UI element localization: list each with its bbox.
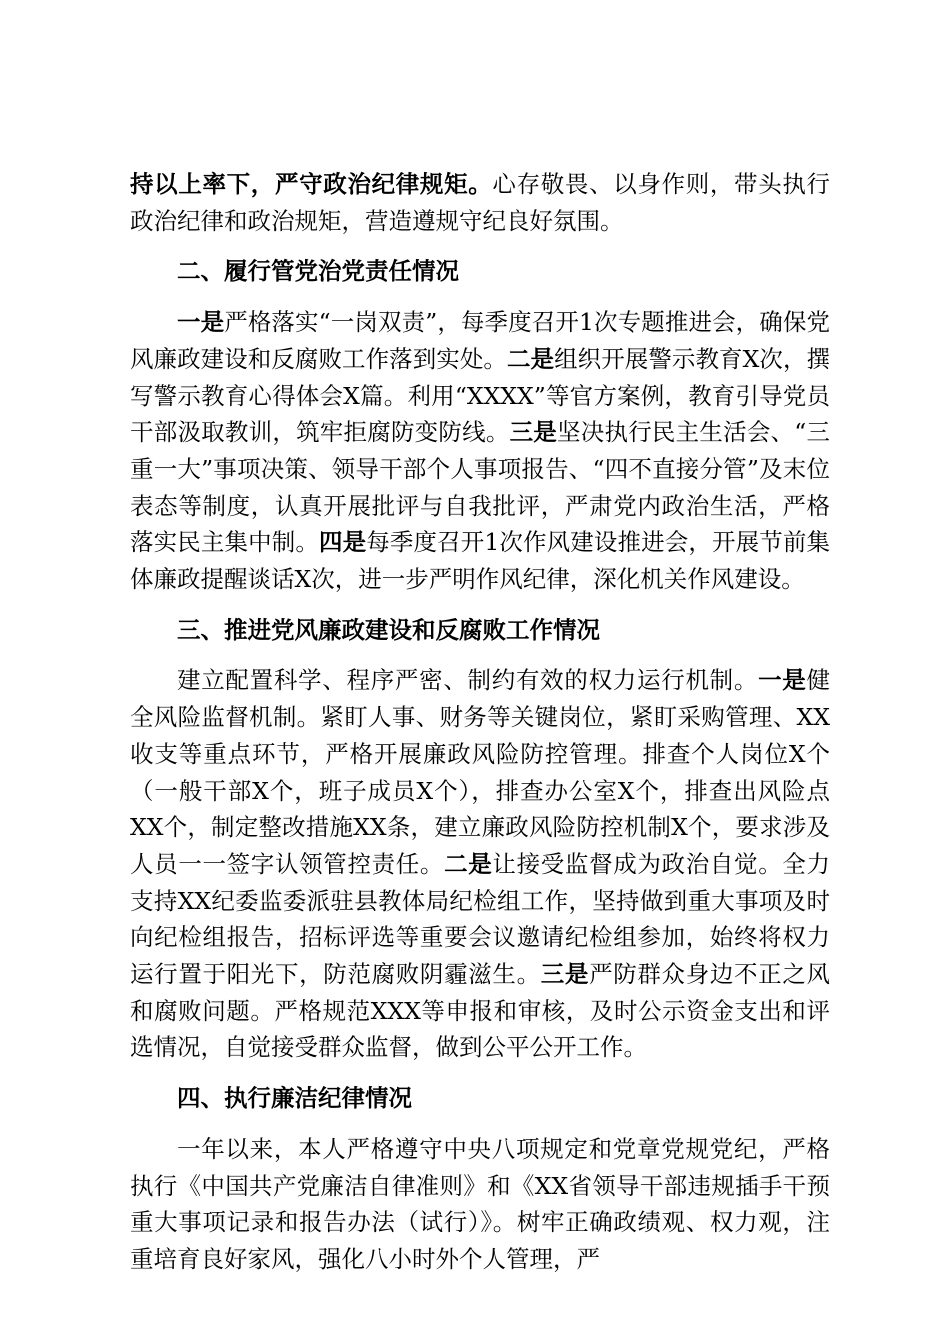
- paragraph-1-text: 心存敬畏、以身作则，带头执行政治纪律和政治规矩，营造遵规守纪良好氛围。: [130, 170, 831, 235]
- paragraph-3-intro: 建立配置科学、程序严密、制约有效的权力运行机制。: [177, 666, 759, 695]
- document-page: [130, 166, 830, 1278]
- paragraph-3-text-3: 严防群众身边不正之风和腐败问题。严格规范XXX等申报和审核，及时公示资金支出和评选情况，自觉接受群众监督，做到公平公开工作。: [130, 960, 831, 1062]
- paragraph-3-marker-1: 一是: [758, 666, 807, 695]
- section-heading-4: 四、执行廉洁纪律情况: [177, 1084, 412, 1113]
- paragraph-3-text-2: 让接受监督成为政治自觉。全力支持XX纪委监委派驻县教体局纪检组工作，坚持做到重大事项及时向纪检组报告，招标评选等重要会议邀请纪检组参加，始终将权力运行置于阳光下，防范腐败阴霾滋生。: [130, 849, 831, 989]
- paragraph-2-text-4: 每季度召开1次作风建设推进会，开展节前集体廉政提醒谈话X次，进一步严明作风纪律，深化机关作风建设。: [130, 528, 831, 594]
- paragraph-2-marker-1: 一是: [177, 308, 225, 337]
- paragraph-2-marker-2: 二是: [506, 344, 555, 373]
- paragraph-1-bold-lead: 持以上率下，严守政治纪律规矩。: [130, 170, 493, 198]
- paragraph-2-marker-3: 三是: [509, 418, 558, 447]
- paragraph-3-marker-2: 二是: [444, 849, 493, 878]
- paragraph-2-text-2: 组织开展警示教育X次，撰写警示教育心得体会X篇。利用“XXXX”等官方案例，教育引导党员干部汲取教训，筑牢拒腐防变防线。: [130, 344, 831, 447]
- paragraph-2-marker-4: 四是: [318, 528, 367, 557]
- paragraph-4: 一年以来，本人严格遵守中央八项规定和党章党规党纪，严格执行《中国共产党廉洁自律准则》和《XX省领导干部违规插手干预重大事项记录和报告办法（试行）》。树牢正确政绩观、权力观，注重培育良好家风，强化八小时外个人管理，严: [130, 1134, 830, 1273]
- paragraph-2-text-3: 坚决执行民主生活会、“三重一大”事项决策、领导干部个人事项报告、“四不直接分管”及末位表态等制度，认真开展批评与自我批评，严肃党内政治生活，严格落实民主集中制。: [130, 418, 831, 557]
- section-heading-3: 三、推进党风廉政建设和反腐败工作情况: [177, 615, 600, 644]
- paragraph-3: [130, 662, 830, 1066]
- paragraph-2-text-1: 严格落实“一岗双责”，每季度召开1次专题推进会，确保党风廉政建设和反腐败工作落到实处。: [130, 308, 830, 373]
- paragraph-3-marker-3: 三是: [540, 960, 590, 989]
- paragraph-1: [130, 166, 830, 239]
- paragraph-3-text-1: 健全风险监督机制。紧盯人事、财务等关键岗位，紧盯采购管理、XX收支等重点环节，严格开展廉政风险防控管理。排查个人岗位X个（一般干部X个，班子成员X个），排查办公室X个，排查出风险点XX个，制定整改措施XX条，建立廉政风险防控机制X个，要求涉及人员一一签字认领管控责任。: [130, 666, 831, 878]
- paragraph-2: [130, 304, 830, 598]
- section-heading-2: 二、履行管党治党责任情况: [177, 257, 459, 286]
